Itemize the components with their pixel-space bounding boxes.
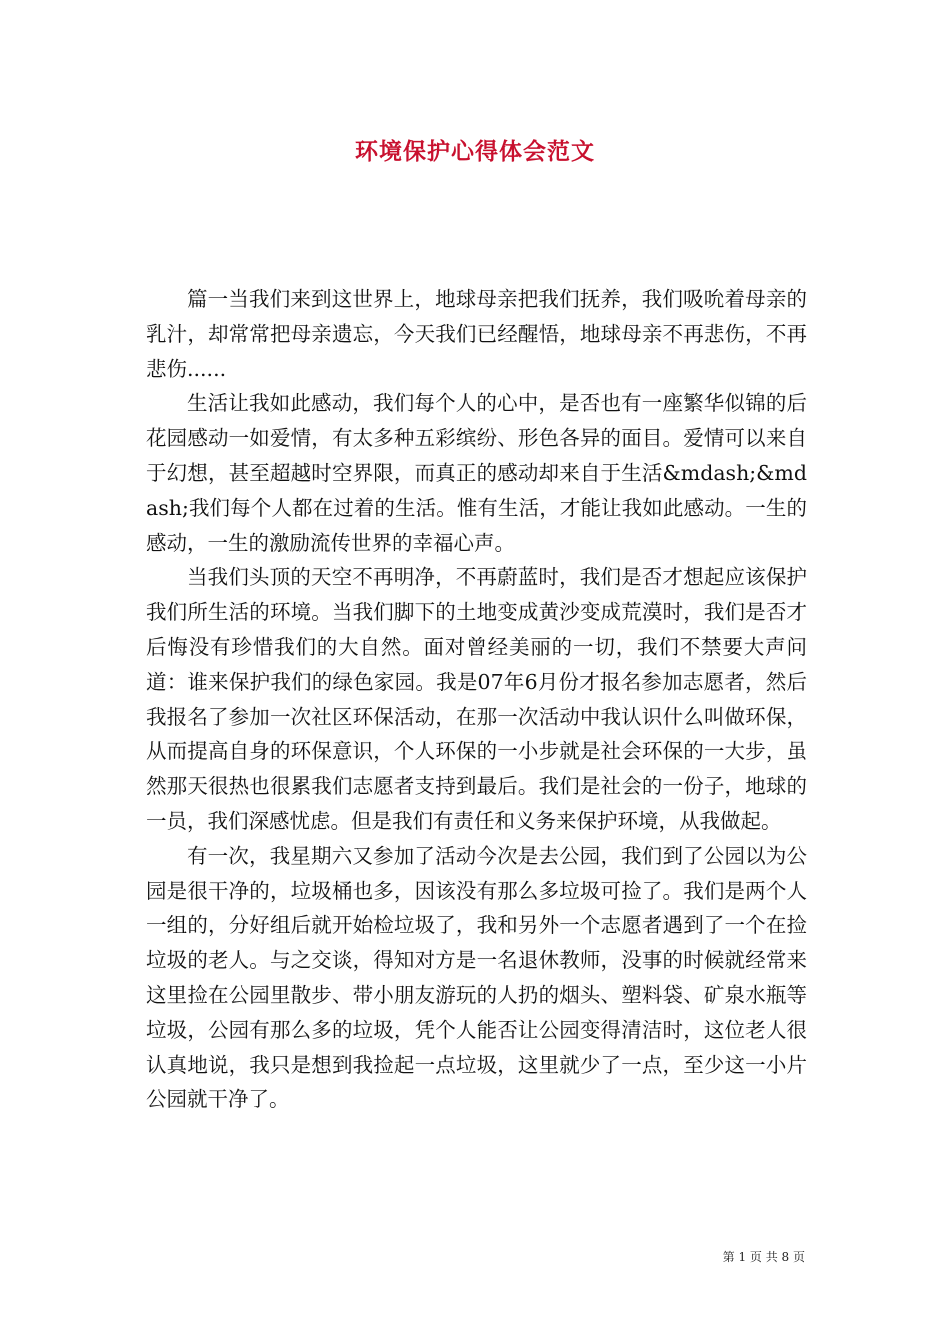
paragraph-4: 有一次，我星期六又参加了活动今次是去公园，我们到了公园以为公园是很干净的，垃圾桶也多，因该没有那么多垃圾可捡了。我们是两个人一组的，分好组后就开始检垃圾了，我和另外一个志愿者遇到了一个在捡垃圾的老人。与之交谈，得知对方是一名退休教师，没事的时候就经常来这里捡在公园里散步、带小朋友游玩的人扔的烟头、塑料袋、矿泉水瓶等垃圾，公园有那么多的垃圾，凭个人能否让公园变得清洁时，这位老人很认真地说，我只是想到我捡起一点垃圾，这里就少了一点，至少这一小片公园就干净了。 (146, 843, 807, 1112)
paragraph-2: 生活让我如此感动，我们每个人的心中，是否也有一座繁华似锦的后花园感动一如爱情，有太多种五彩缤纷、形色各异的面目。爱情可以来自于幻想，甚至超越时空界限，而真正的感动却来自于生活&mdash;&mdash;我们每个人都在过着的生活。惟有生活，才能让我如此感动。一生的感动，一生的激励流传世界的幸福心声。 (146, 391, 807, 555)
paragraph-3: 当我们头顶的天空不再明净，不再蔚蓝时，我们是否才想起应该保护我们所生活的环境。当我们脚下的土地变成黄沙变成荒漠时，我们是否才后悔没有珍惜我们的大自然。面对曾经美丽的一切，我们不禁要大声问道：谁来保护我们的绿色家园。我是07年6月份才报名参加志愿者，然后我报名了参加一次社区环保活动，在那一次活动中我认识什么叫做环保，从而提高自身的环保意识，个人环保的一小步就是社会环保的一大步，虽然那天很热也很累我们志愿者支持到最后。我们是社会的一份子，地球的一员，我们深感忧虑。但是我们有责任和义务来保护环境，从我做起。 (146, 565, 807, 833)
page-number: 第 1 页 共 8 页 (722, 1250, 805, 1264)
document-body (146, 282, 807, 1117)
paragraph-1: 篇一当我们来到这世界上，地球母亲把我们抚养，我们吸吮着母亲的乳汁，却常常把母亲遗忘，今天我们已经醒悟，地球母亲不再悲伤，不再悲伤...... (146, 287, 807, 381)
page-title: 环境保护心得体会范文 (355, 138, 595, 165)
